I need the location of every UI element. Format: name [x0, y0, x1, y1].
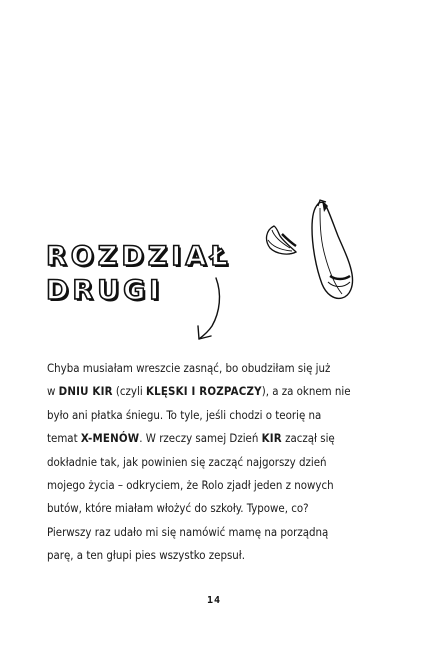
text-line: dokładnie tak, jak powinien się zacząć najgorszy dzień [47, 454, 327, 469]
text-line [47, 380, 373, 403]
page-number: 14 [206, 595, 222, 606]
chapter-title-line-2: DRUGI [46, 275, 164, 306]
text-line: Pierwszy raz udało mi się namówić mamę na porządną [47, 524, 329, 539]
text-segment: w [47, 384, 59, 399]
chapter-title-line-1: ROZDZIAŁ [46, 241, 232, 272]
text-segment: . W rzeczy samej Dzień [139, 431, 262, 446]
emphasis-text: DNIU KIR [58, 384, 113, 399]
text-line: parę, a ten głupi pies wszystko zepsuł. [47, 548, 245, 563]
text-line: butów, które miałam włożyć do szkoły. Typowe, co? [47, 501, 309, 516]
emphasis-text: KLĘSKI I ROZPACZY [145, 384, 262, 399]
text-line: Chyba musiałam wreszcie zasnąć, bo obudziłam się już [47, 361, 331, 375]
text-line [47, 427, 373, 450]
text-segment: zaczął się [281, 431, 335, 446]
text-segment: ), a za oknem nie [261, 384, 351, 399]
chapter-body-text [47, 357, 373, 568]
text-segment: temat [47, 431, 81, 446]
text-line: mojego życia – odkryciem, że Rolo zjadł jeden z nowych [47, 478, 334, 493]
text-segment: (czyli [112, 384, 146, 399]
shoes-doodle-icon [258, 196, 368, 308]
hand-drawn-arrow-icon [190, 276, 230, 346]
emphasis-text: X-MENÓW [80, 431, 140, 446]
emphasis-text: KIR [261, 431, 282, 446]
text-line: było ani płatka śniegu. To tyle, jeśli chodzi o teorię na [47, 407, 322, 422]
